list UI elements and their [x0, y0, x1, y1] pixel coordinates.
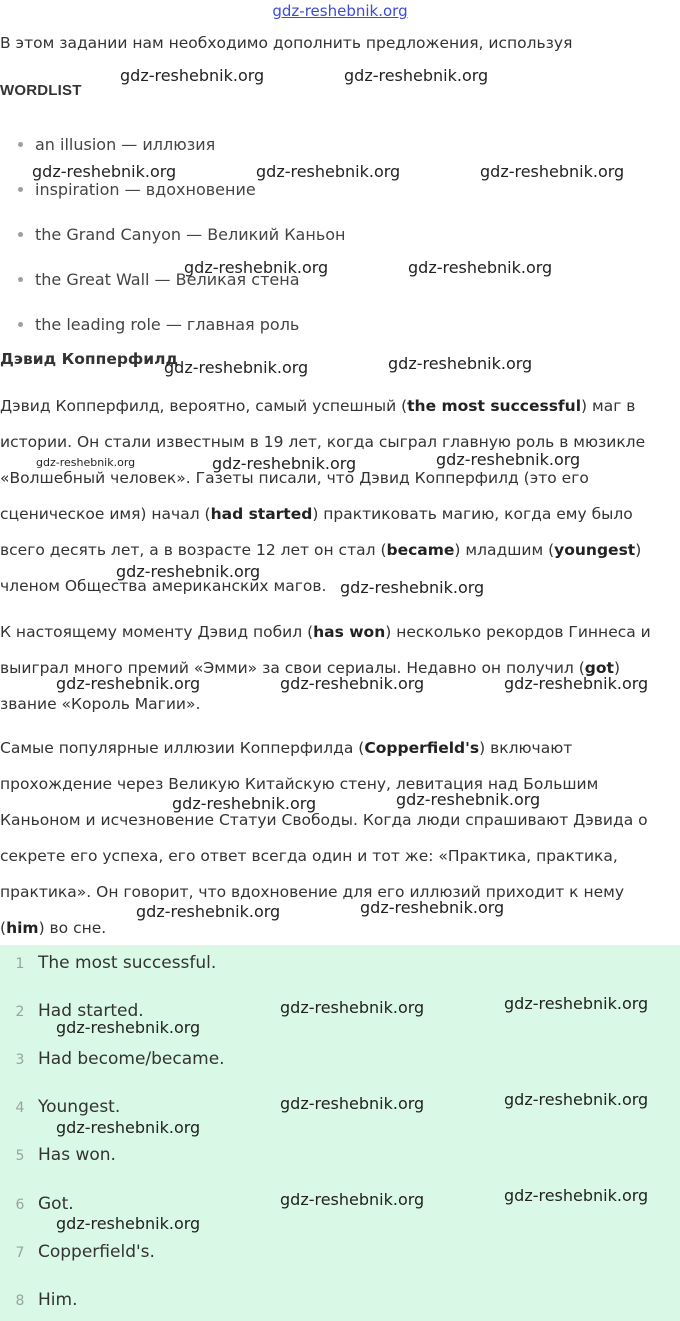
wordlist-item — [0, 225, 346, 244]
watermark: gdz-reshebnik.org — [408, 258, 553, 277]
text-line: выиграл много премий «Эмми» за свои сериалы. Недавно он получил (got) — [0, 659, 621, 677]
bullet-icon — [18, 187, 23, 192]
story-paragraph-3 — [0, 730, 680, 946]
text-line: всего десять лет, а в возрасте 12 лет он стал (became) младшим (youngest) — [0, 541, 642, 559]
wordlist-item-text: the Grand Canyon — Великий Каньон — [35, 225, 346, 244]
watermark: gdz-reshebnik.org — [56, 1018, 201, 1037]
watermark: gdz-reshebnik.org — [56, 1214, 201, 1233]
wordlist-item-text: the Great Wall — Великая стена — [35, 270, 300, 289]
story-paragraph-1 — [0, 388, 680, 604]
answer-text: Copperfield's. — [38, 1242, 155, 1262]
watermark: gdz-reshebnik.org — [504, 1186, 649, 1205]
answer-text: Got. — [38, 1194, 74, 1214]
watermark: gdz-reshebnik.org — [280, 1094, 425, 1113]
answer-text: Has won. — [38, 1145, 116, 1165]
answer-number: 7 — [15, 1245, 25, 1261]
wordlist-item — [0, 315, 299, 334]
watermark: gdz-reshebnik.org — [32, 162, 177, 181]
story-title: Дэвид Копперфилд — [0, 350, 179, 368]
watermark: gdz-reshebnik.org — [120, 66, 265, 85]
text-line: звание «Король Магии». — [0, 695, 201, 713]
watermark: gdz-reshebnik.org — [116, 562, 261, 581]
intro-text: В этом задании нам необходимо дополнить предложения, используя — [0, 34, 573, 52]
answer-text: Had become/became. — [38, 1049, 225, 1069]
watermark: gdz-reshebnik.org — [396, 790, 541, 809]
watermark: gdz-reshebnik.org — [172, 794, 317, 813]
text-line: (him) во сне. — [0, 919, 107, 937]
text-line: секрете его успеха, его ответ всегда один и тот же: «Практика, практика, — [0, 847, 618, 865]
watermark: gdz-reshebnik.org — [280, 1190, 425, 1209]
answer-number: 3 — [15, 1052, 25, 1068]
bullet-icon — [18, 232, 23, 237]
answer-number: 4 — [15, 1100, 25, 1116]
watermark: gdz-reshebnik.org — [212, 454, 357, 473]
bullet-icon — [18, 322, 23, 327]
watermark: gdz-reshebnik.org — [280, 674, 425, 693]
text-line: прохождение через Великую Китайскую стену, левитация над Большим — [0, 775, 599, 793]
text-line: К настоящему моменту Дэвид побил (has won) несколько рекордов Гиннеса и — [0, 623, 651, 641]
watermark: gdz-reshebnik.org — [436, 450, 581, 469]
text-line: сценическое имя) начал (had started) практиковать магию, когда ему было — [0, 505, 633, 523]
site-link[interactable]: gdz-reshebnik.org — [272, 2, 408, 20]
watermark: gdz-reshebnik.org — [504, 674, 649, 693]
watermark: gdz-reshebnik.org — [56, 674, 201, 693]
wordlist-item-text: the leading role — главная роль — [35, 315, 300, 334]
watermark: gdz-reshebnik.org — [388, 354, 533, 373]
answer-number: 5 — [15, 1148, 25, 1164]
watermark: gdz-reshebnik.org — [360, 898, 505, 917]
wordlist-item-text: inspiration — вдохновение — [35, 180, 256, 199]
text-line: Каньоном и исчезновение Статуи Свободы. Когда люди спрашивают Дэвида о — [0, 811, 648, 829]
wordlist-item-text: an illusion — иллюзия — [35, 135, 216, 154]
text-line: истории. Он стали известным в 19 лет, когда сыграл главную роль в мюзикле — [0, 433, 646, 451]
story-paragraph-2 — [0, 614, 680, 722]
watermark: gdz-reshebnik.org — [56, 1118, 201, 1137]
bullet-icon — [18, 277, 23, 282]
bullet-icon — [18, 142, 23, 147]
text-line: практика». Он говорит, что вдохновение для его иллюзий приходит к нему — [0, 883, 624, 901]
watermark: gdz-reshebnik.org — [256, 162, 401, 181]
answer-number: 2 — [15, 1004, 25, 1020]
answer-text: The most successful. — [38, 953, 217, 973]
text-line: членом Общества американских магов. — [0, 577, 327, 595]
watermark: gdz-reshebnik.org — [280, 998, 425, 1017]
watermark: gdz-reshebnik.org — [344, 66, 489, 85]
answer-number: 1 — [15, 956, 25, 972]
answer-text: Youngest. — [38, 1097, 121, 1117]
wordlist-item — [0, 180, 256, 199]
watermark: gdz-reshebnik.org — [340, 578, 485, 597]
watermark: gdz-reshebnik.org — [184, 258, 329, 277]
watermark: gdz-reshebnik.org — [504, 1090, 649, 1109]
text-line: «Волшебный человек». Газеты писали, что Дэвид Копперфилд (это его — [0, 469, 589, 487]
answer-number: 6 — [15, 1197, 25, 1213]
watermark: gdz-reshebnik.org — [480, 162, 625, 181]
text-line: Самые популярные иллюзии Копперфилда (Copperfield's) включают — [0, 739, 573, 757]
text-line: Дэвид Копперфилд, вероятно, самый успешный (the most successful) маг в — [0, 397, 636, 415]
watermark: gdz-reshebnik.org — [164, 358, 309, 377]
watermark: gdz-reshebnik.org — [36, 456, 136, 469]
answer-text: Had started. — [38, 1001, 144, 1021]
answer-text: Him. — [38, 1290, 78, 1310]
watermark: gdz-reshebnik.org — [136, 902, 281, 921]
answer-number: 8 — [15, 1293, 25, 1309]
watermark: gdz-reshebnik.org — [504, 994, 649, 1013]
wordlist-title: WORDLIST — [0, 82, 82, 99]
wordlist-item — [0, 135, 215, 154]
